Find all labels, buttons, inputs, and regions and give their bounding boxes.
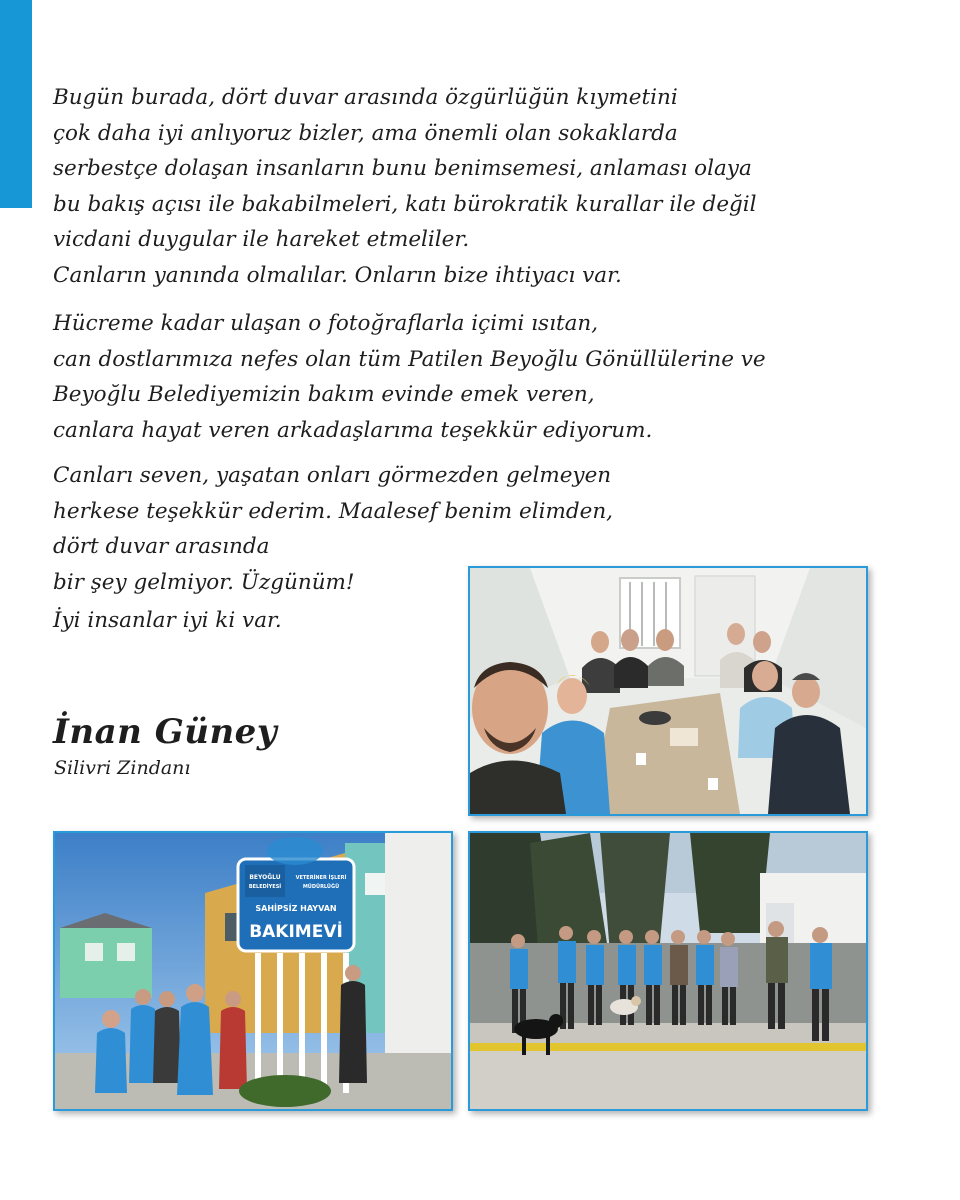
shelter-sign (238, 859, 354, 951)
sign-org-line2: BELEDİYESİ (248, 884, 282, 890)
signature-place: Silivri Zindanı (54, 757, 191, 779)
photo-shelter-sign (53, 831, 453, 1111)
sign-dept-line2: MÜDÜRLÜĞÜ (302, 884, 340, 890)
text-line: can dostlarımıza nefes olan tüm Patilen Beyoğlu Gönüllülerine ve (53, 346, 766, 372)
text-line: Hücreme kadar ulaşan o fotoğraflarla içimi ısıtan, (53, 311, 599, 336)
photo-group-outdoor (468, 831, 868, 1111)
text-line: bir şey gelmiyor. Üzgünüm! (53, 569, 355, 595)
photo-sign-image (55, 833, 451, 1109)
sign-dept-line1: VETERİNER İŞLERİ (295, 875, 347, 881)
paragraph-freedom (53, 80, 757, 293)
text-line: dört duvar arasında (53, 534, 270, 559)
photo-volunteers-table (468, 566, 868, 816)
text-line: vicdani duygular ile hareket etmeliler. (53, 227, 470, 252)
text-line: herkese teşekkür ederim. Maalesef benim elimden, (53, 498, 614, 524)
text-line: Beyoğlu Belediyemizin bakım evinde emek veren, (53, 382, 595, 407)
sign-title-line2: BAKIMEVİ (249, 922, 343, 942)
photo-group-image (470, 833, 866, 1109)
text-line: bu bakış açısı ile bakabilmeleri, katı bürokratik kurallar ile değil (53, 191, 757, 217)
paragraph-thanks-volunteers (53, 306, 766, 448)
sign-org-line1: BEYOĞLU (249, 874, 281, 881)
text-line: Canların yanında olmalılar. Onların bize ihtiyacı var. (53, 262, 622, 288)
photo-table-image (470, 568, 866, 814)
text-line: Bugün burada, dört duvar arasında özgürlüğün kıymetini (53, 85, 678, 110)
signature-name: İnan Güney (53, 712, 278, 752)
text-line: İyi insanlar iyi ki var. (53, 608, 282, 633)
accent-bar (0, 0, 32, 208)
text-line: canlara hayat veren arkadaşlarıma teşekkür ediyorum. (53, 417, 653, 443)
text-line: Canları seven, yaşatan onları görmezden gelmeyen (53, 463, 612, 488)
text-line: çok daha iyi anlıyoruz bizler, ama önemli olan sokaklarda (53, 120, 678, 146)
sign-title-line1: SAHİPSİZ HAYVAN (255, 904, 337, 913)
text-line: serbestçe dolaşan insanların bunu benimsemesi, anlaması olaya (53, 156, 752, 181)
